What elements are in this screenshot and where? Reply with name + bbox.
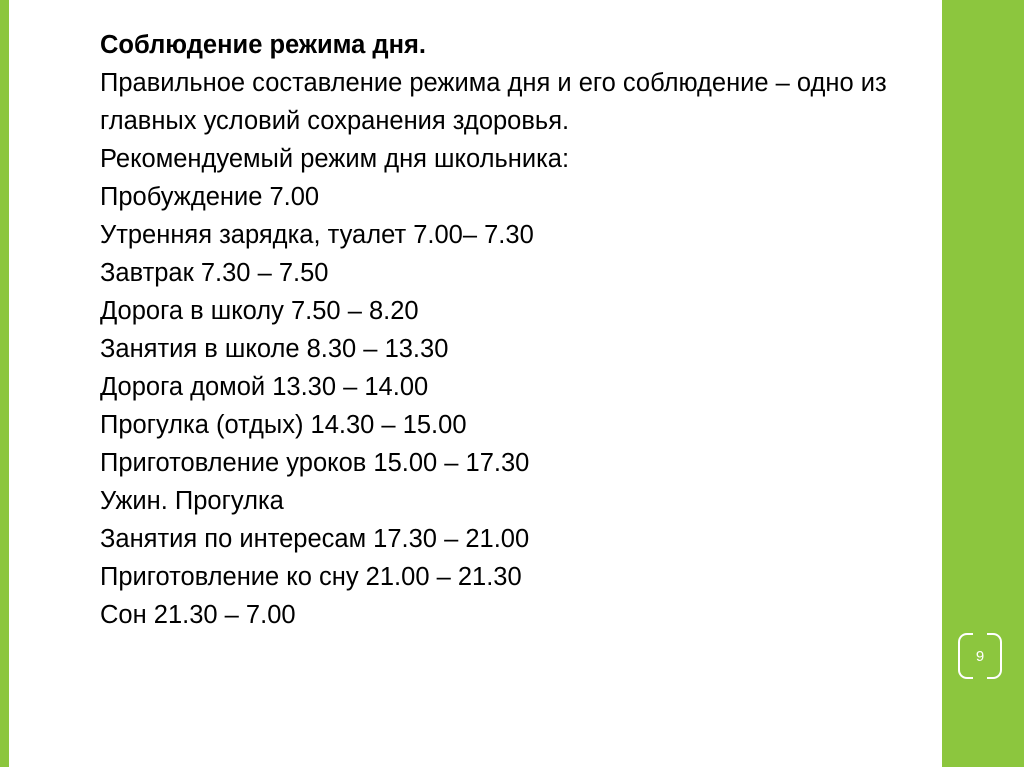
schedule-item: Приготовление уроков 15.00 – 17.30 xyxy=(100,449,530,477)
slide-intro-paragraph: Правильное составление режима дня и его соблюдение – одно из главных условий сохранения здоровья. xyxy=(100,69,894,135)
schedule-item: Занятия в школе 8.30 – 13.30 xyxy=(100,335,449,363)
slide-heading: Соблюдение режима дня. xyxy=(100,31,426,59)
bracket-right-icon xyxy=(987,633,1002,679)
schedule-item: Завтрак 7.30 – 7.50 xyxy=(100,259,329,287)
schedule-item: Приготовление ко сну 21.00 – 21.30 xyxy=(100,563,522,591)
schedule-item: Сон 21.30 – 7.00 xyxy=(100,601,296,629)
page-number: 9 xyxy=(975,647,985,665)
bracket-left-icon xyxy=(958,633,973,679)
schedule-item: Утренняя зарядка, туалет 7.00– 7.30 xyxy=(100,221,534,249)
schedule-item: Занятия по интересам 17.30 – 21.00 xyxy=(100,525,530,553)
left-accent-bar xyxy=(0,0,9,767)
schedule-item: Дорога в школу 7.50 – 8.20 xyxy=(100,297,419,325)
schedule-item: Прогулка (отдых) 14.30 – 15.00 xyxy=(100,411,467,439)
schedule-item: Ужин. Прогулка xyxy=(100,487,284,515)
slide-content xyxy=(100,26,894,634)
schedule-item: Дорога домой 13.30 – 14.00 xyxy=(100,373,429,401)
slide-subheading: Рекомендуемый режим дня школьника: xyxy=(100,145,570,173)
schedule-item: Пробуждение 7.00 xyxy=(100,183,320,211)
page-number-badge xyxy=(958,633,1002,679)
